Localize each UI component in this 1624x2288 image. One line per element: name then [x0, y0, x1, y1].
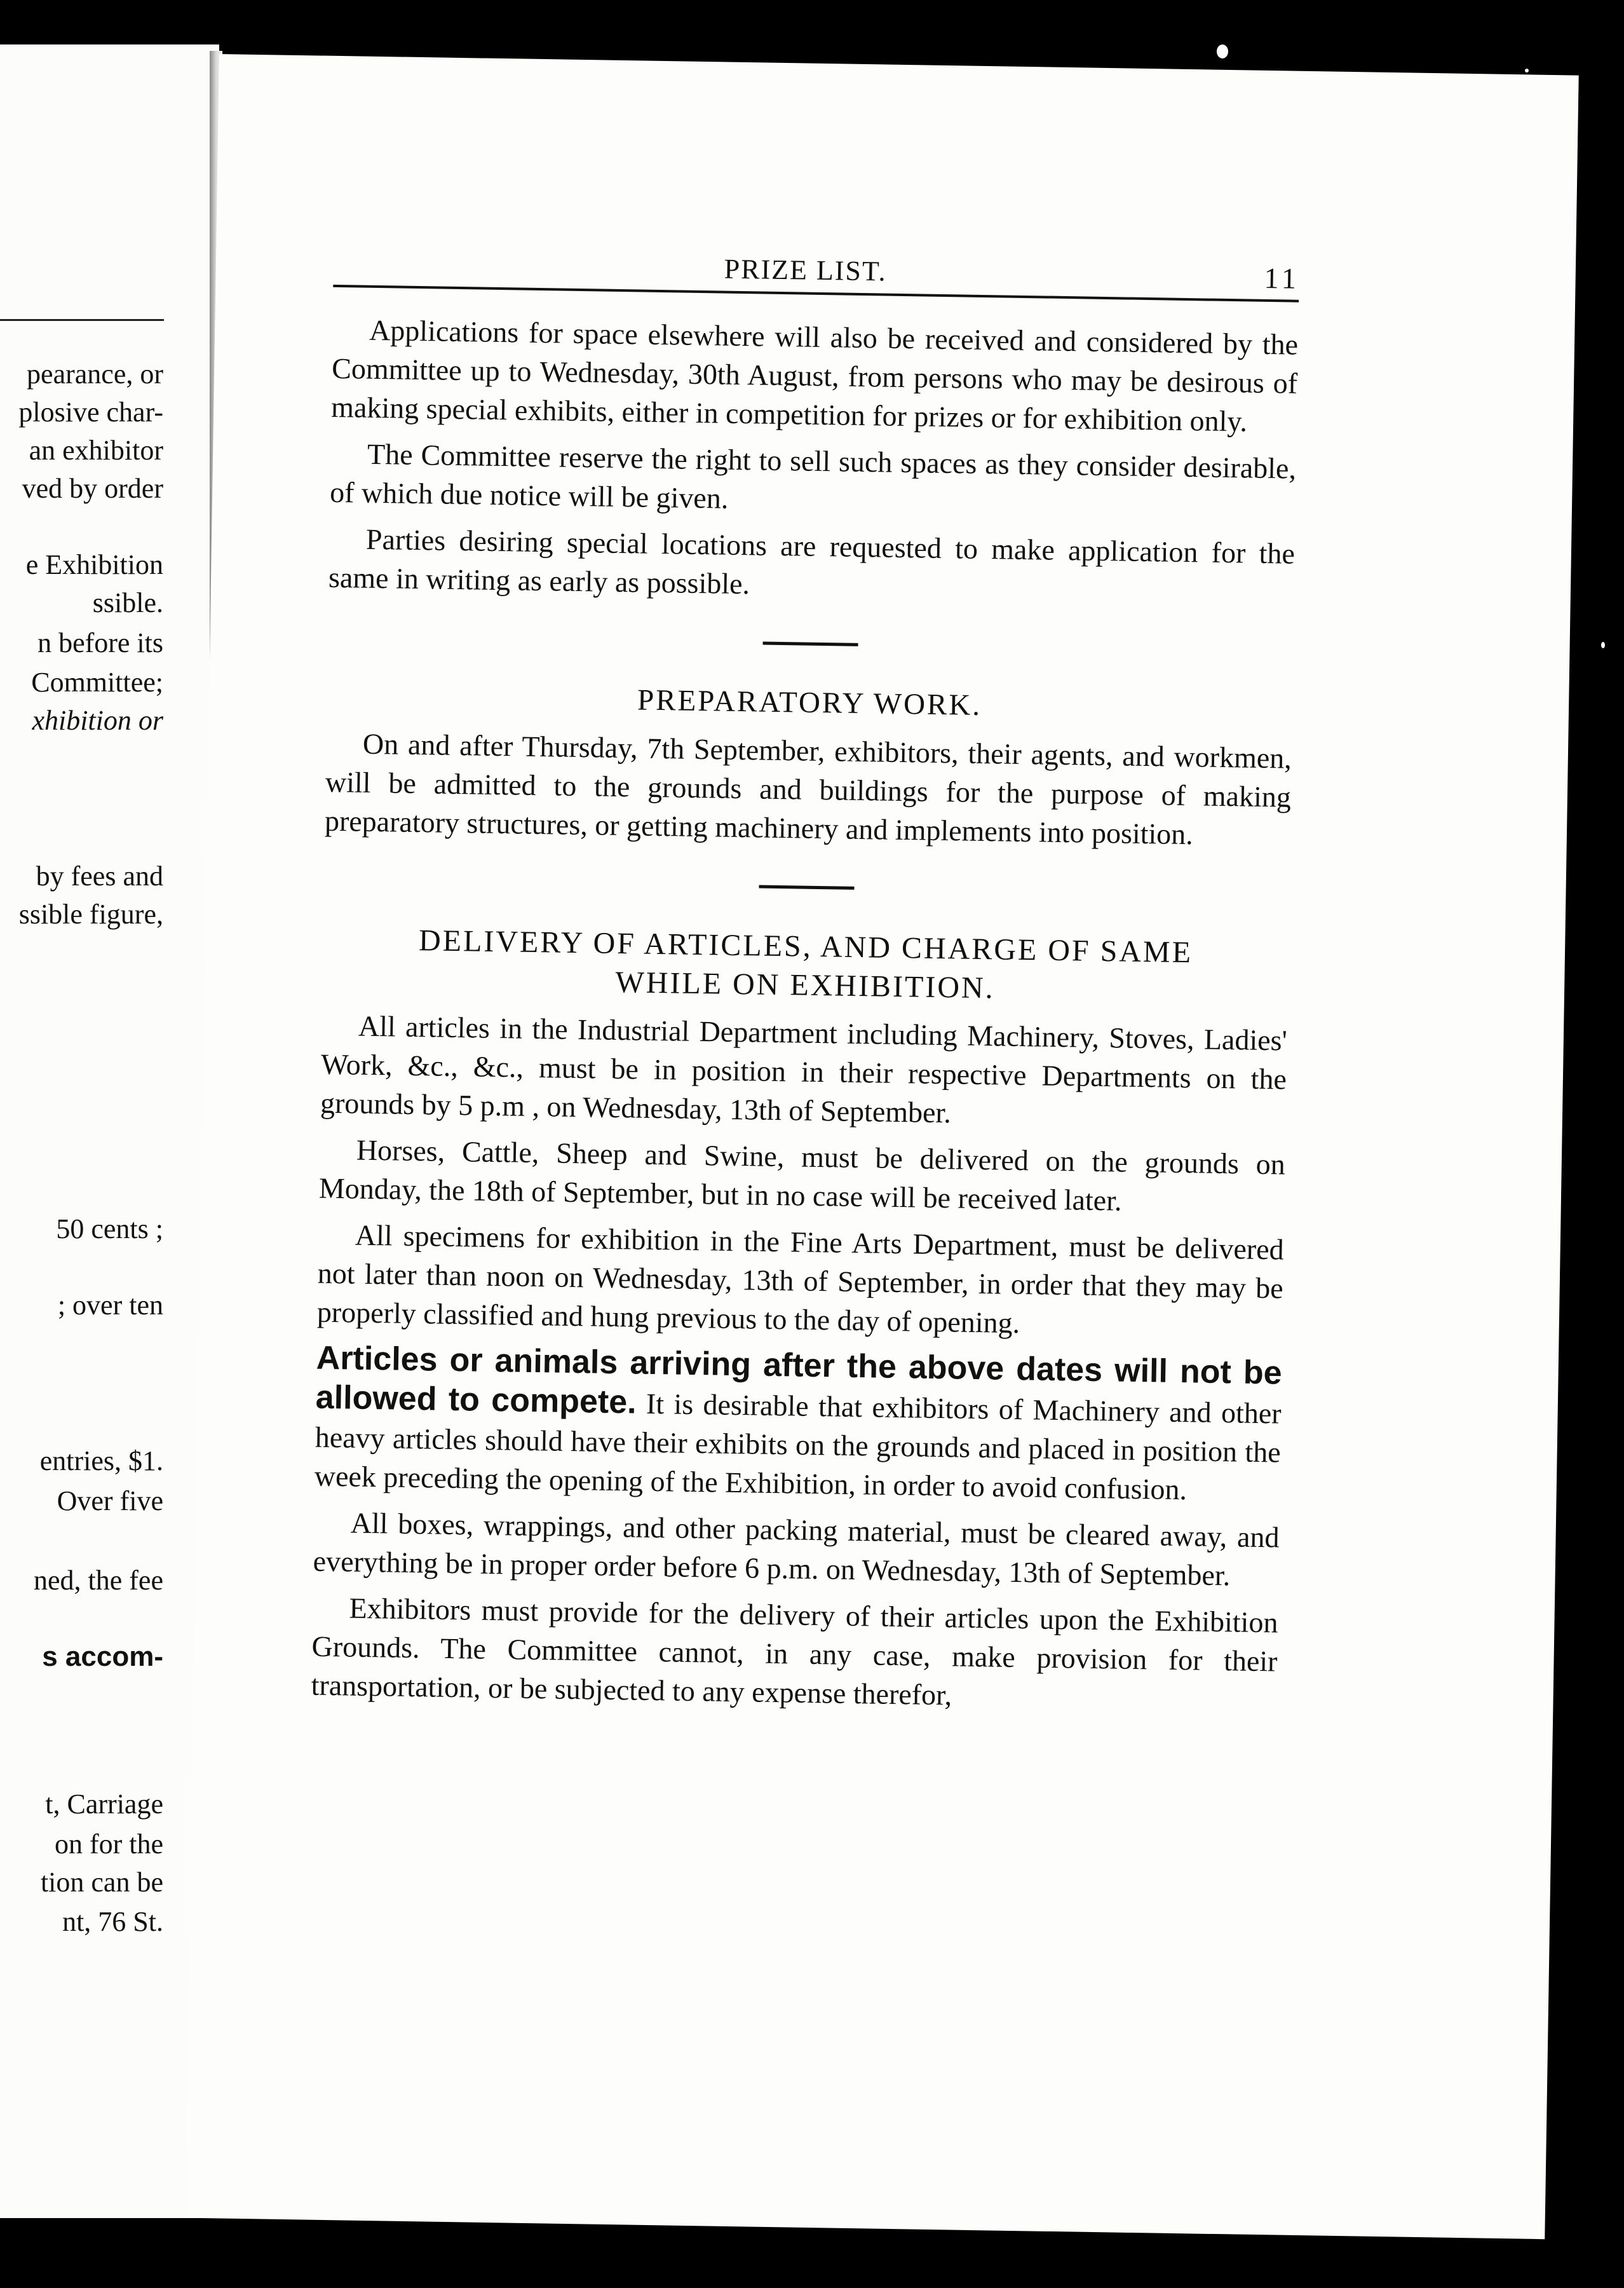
previous-page-header-rule	[0, 319, 164, 321]
scan-dust	[1601, 642, 1605, 648]
previous-page-line: on for the	[54, 1828, 163, 1860]
previous-page-line: ned, the fee	[34, 1565, 163, 1596]
paragraph-continuation: It is desirable that exhibitors of Machinery and other heavy articles should have their exhibits on the grounds and placed in position the week preceding the opening of the Exhibition, in order to avoid confusion.	[314, 1387, 1282, 1506]
page-body	[311, 310, 1298, 1727]
paragraph: All specimens for exhibition in the Fine Arts Department, must be delivered not later than noon on Wednesday, 13th of September, in order that they may be properly classified and hung previous to the day of opening.	[316, 1218, 1285, 1340]
running-header-title: PRIZE LIST.	[724, 253, 887, 287]
section-divider	[759, 885, 854, 890]
section-heading-line: DELIVERY OF ARTICLES, AND CHARGE OF SAME	[418, 923, 1193, 970]
paragraph: Applications for space elsewhere will also be received and considered by the Committee up to Wednesday, 30th August, from persons who may be desirous of making special exhibits, either in competition for prizes or for exhibition only.	[330, 313, 1299, 438]
previous-page-line: entries, $1.	[39, 1445, 163, 1476]
previous-page-line: ssible.	[92, 587, 163, 618]
previous-page-line: xhibition or	[32, 705, 163, 736]
section-heading-preparatory-work: PREPARATORY WORK.	[637, 683, 982, 722]
previous-page-line: Committee;	[31, 667, 163, 698]
paragraph: Horses, Cattle, Sheep and Swine, must be delivered on the grounds on Monday, the 18th of September, but in no case will be received later.	[318, 1133, 1286, 1217]
previous-page-line: plosive char-	[18, 397, 163, 428]
previous-page-line: ved by order	[22, 473, 163, 504]
previous-page-line: Over five	[57, 1485, 163, 1516]
previous-page-line: t, Carriage	[45, 1788, 163, 1820]
previous-page-line: an exhibitor	[29, 435, 163, 466]
previous-page-line: tion can be	[40, 1867, 163, 1898]
section-heading-line: WHILE ON EXHIBITION.	[615, 965, 996, 1005]
previous-page-fragment	[0, 44, 219, 2218]
previous-page-line: e Exhibition	[25, 549, 163, 580]
previous-page-line: s accom-	[42, 1641, 163, 1672]
paragraph: On and after Thursday, 7th September, exhibitors, their agents, and workmen, will be admitted to the grounds and buildings for the purpose of making preparatory structures, or getting machinery and implements into position.	[324, 727, 1292, 851]
previous-page-line: ; over ten	[57, 1290, 163, 1321]
bold-warning: Articles or animals arriving after the above dates will not be allowed to compete.	[315, 1339, 1283, 1421]
paragraph-with-bold-lead	[314, 1339, 1282, 1511]
paragraph: All boxes, wrappings, and other packing material, must be cleared away, and everything be in proper order before 6 p.m. on Wednesday, 13th of September.	[313, 1506, 1280, 1592]
previous-page-line: nt, 76 St.	[62, 1906, 163, 1937]
paragraph: Parties desiring special locations are requested to make application for the same in writing as early as possible.	[328, 522, 1296, 601]
previous-page-line: ssible figure,	[18, 899, 163, 930]
paragraph: Exhibitors must provide for the delivery of their articles upon the Exhibition Grounds. The Committee cannot, in any case, make provision for their transportation, or be subjected to any expense therefor,	[311, 1591, 1278, 1712]
previous-page-line: pearance, or	[27, 358, 163, 390]
scan-dust	[1217, 44, 1228, 58]
paragraph: All articles in the Industrial Department including Machinery, Stoves, Ladies' Work, &c., &c., must be in position in their respective Departments on the grounds by 5 p.m , on Wednesday, 13th of September.	[320, 1009, 1288, 1129]
previous-page-line: n before its	[37, 627, 163, 658]
page-number: 11	[1264, 261, 1301, 295]
section-divider	[763, 642, 858, 646]
previous-page-line: by fees and	[36, 861, 163, 892]
current-page	[186, 54, 1579, 2239]
section-heading-delivery-of-articles	[322, 920, 1289, 1012]
previous-page-line: 50 cents ;	[56, 1213, 163, 1244]
scan-dust	[1525, 69, 1529, 72]
paragraph: The Committee reserve the right to sell such spaces as they consider desirable, of which due notice will be given.	[329, 437, 1297, 515]
